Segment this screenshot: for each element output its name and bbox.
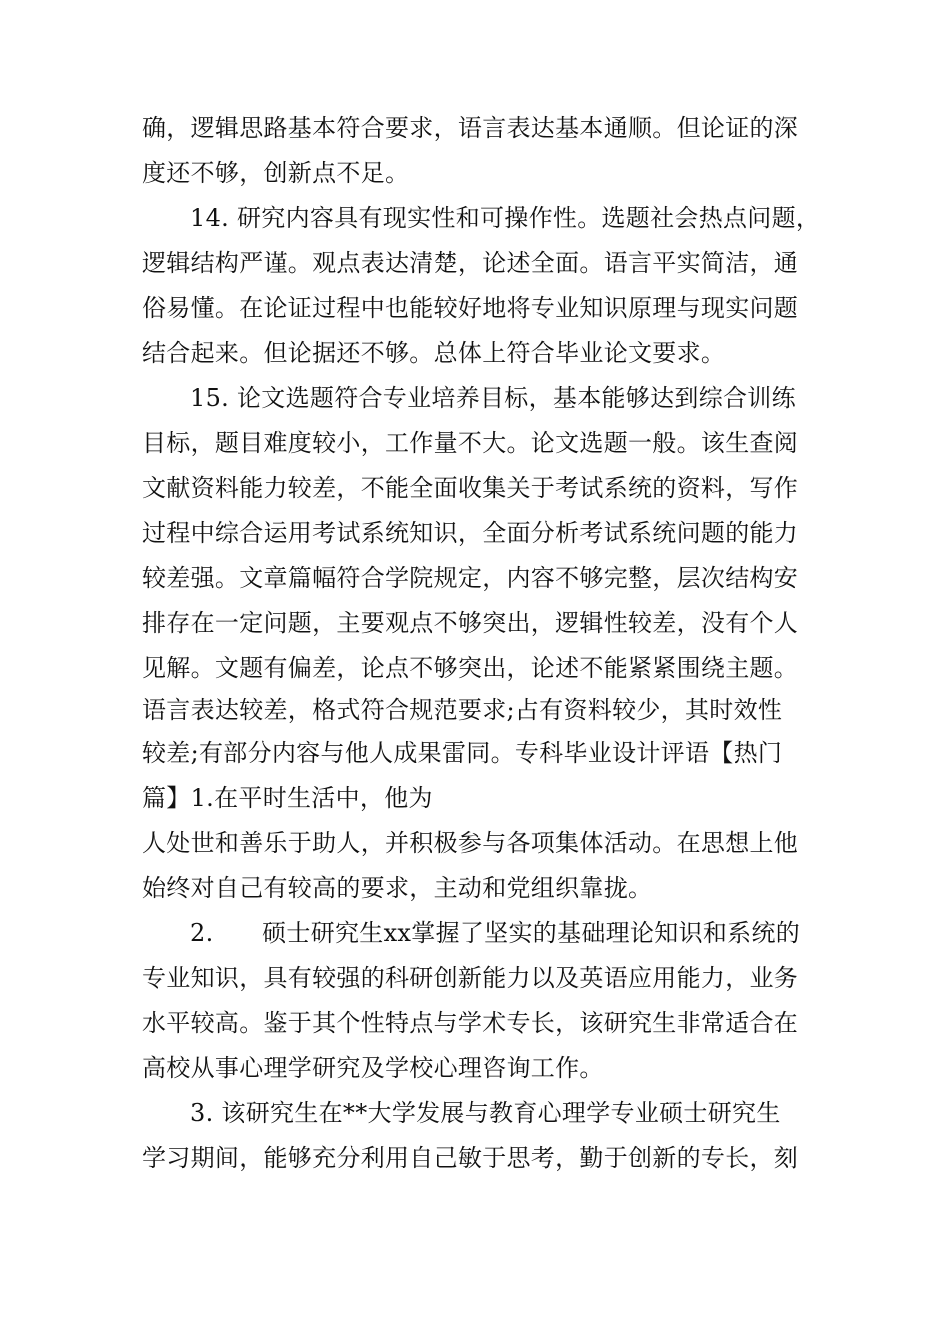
- text-line: 人处世和善乐于助人，并积极参与各项集体活动。在思想上他: [142, 829, 799, 857]
- text-line: 逻辑结构严谨。观点表达清楚，论述全面。语言平实简洁，通: [142, 249, 799, 277]
- text-line: 专业知识，具有较强的科研创新能力以及英语应用能力，业务: [142, 964, 799, 992]
- text-line: 学习期间，能够充分利用自己敏于思考，勤于创新的专长，刻: [142, 1144, 799, 1172]
- text-line: 2. 硕士研究生xx掌握了坚实的基础理论知识和系统的: [190, 919, 801, 947]
- text-line: 较差强。文章篇幅符合学院规定，内容不够完整，层次结构安: [142, 564, 799, 592]
- text-line: 见解。文题有偏差，论点不够突出，论述不能紧紧围绕主题。: [142, 654, 799, 682]
- text-line: 文献资料能力较差，不能全面收集关于考试系统的资料，写作: [142, 474, 799, 502]
- text-line: 过程中综合运用考试系统知识，全面分析考试系统问题的能力: [142, 519, 799, 547]
- text-line: 语言表达较差，格式符合规范要求;占有资料较少，其时效性: [142, 696, 783, 724]
- text-line: 目标，题目难度较小，工作量不大。论文选题一般。该生查阅: [142, 429, 799, 457]
- text-line: 较差;有部分内容与他人成果雷同。专科毕业设计评语【热门: [142, 739, 783, 767]
- text-line: 15. 论文选题符合专业培养目标，基本能够达到综合训练: [190, 384, 796, 412]
- text-line: 高校从事心理学研究及学校心理咨询工作。: [142, 1054, 604, 1082]
- text-line: 确，逻辑思路基本符合要求，语言表达基本通顺。但论证的深: [142, 114, 799, 142]
- text-line: 结合起来。但论据还不够。总体上符合毕业论文要求。: [142, 339, 726, 367]
- text-line: 度还不够，创新点不足。: [142, 159, 410, 187]
- text-line: 排存在一定问题，主要观点不够突出，逻辑性较差，没有个人: [142, 609, 799, 637]
- text-line: 水平较高。鉴于其个性特点与学术专长，该研究生非常适合在: [142, 1009, 799, 1037]
- text-line: 俗易懂。在论证过程中也能较好地将专业知识原理与现实问题: [142, 294, 799, 322]
- text-line: 3. 该研究生在**大学发展与教育心理学专业硕士研究生: [190, 1099, 781, 1127]
- text-line: 始终对自己有较高的要求，主动和党组织靠拢。: [142, 874, 653, 902]
- text-line: 14. 研究内容具有现实性和可操作性。选题社会热点问题，: [190, 204, 821, 232]
- text-line: 篇】1.在平时生活中，他为: [142, 784, 433, 812]
